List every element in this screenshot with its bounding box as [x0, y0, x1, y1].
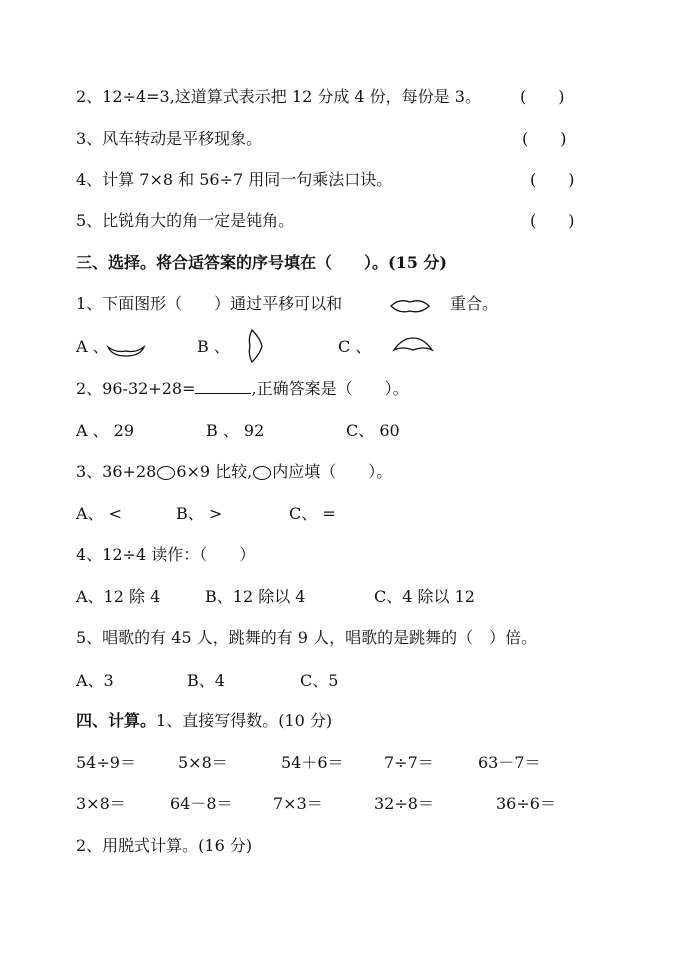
choice-q3-part1: 3、36+28 — [76, 462, 157, 481]
answer-blank — [195, 375, 251, 394]
judge-q5-paren: ( ) — [530, 211, 575, 230]
choice-q2-option-a: A 、 29 — [76, 421, 135, 440]
calc-item: 54÷9＝ — [76, 753, 136, 772]
section4-heading — [76, 708, 332, 734]
judge-q3-paren: ( ) — [522, 129, 567, 148]
option-b-shape-icon — [244, 328, 266, 364]
choice-q5-option-c: C、5 — [300, 671, 339, 690]
calc-item: 7×3＝ — [273, 794, 323, 813]
choice-q1-text: 1、下面图形（ ）通过平移可以和 — [76, 294, 343, 313]
choice-q4: 4、12÷4 读作：（ ） — [76, 545, 256, 564]
calc-item: 7÷7＝ — [384, 753, 434, 772]
judge-q2: 2、12÷4=3,这道算式表示把 12 分成 4 份，每份是 3。 — [76, 87, 481, 106]
option-c-shape-icon — [392, 334, 434, 356]
calc-item: 5×8＝ — [178, 753, 228, 772]
calc-item: 32÷8＝ — [374, 794, 434, 813]
choice-q3-option-c: C、 = — [289, 504, 336, 523]
target-cloud-shape-icon — [389, 296, 431, 316]
choice-q1-after: 重合。 — [450, 294, 499, 313]
calc-item: 63－7＝ — [478, 753, 541, 772]
calc-item: 64－8＝ — [170, 794, 233, 813]
choice-q3-part3: 内应填（ ）。 — [272, 462, 393, 481]
judge-q3: 3、风车转动是平移现象。 — [76, 129, 263, 148]
choice-q5: 5、唱歌的有 45 人，跳舞的有 9 人，唱歌的是跳舞的（ ）倍。 — [76, 628, 538, 647]
judge-q2-paren: ( ) — [520, 87, 565, 106]
judge-q4: 4、计算 7×8 和 56÷7 用同一句乘法口诀。 — [76, 170, 393, 189]
choice-q5-option-a: A、3 — [76, 671, 114, 690]
choice-q4-option-b: B、12 除以 4 — [205, 587, 306, 606]
choice-q3-part2: 6×9 比较, — [176, 462, 253, 481]
option-a-shape-icon — [106, 339, 146, 359]
choice-q1-option-a: A 、 — [76, 337, 109, 356]
calc-item: 36÷6＝ — [496, 794, 556, 813]
choice-q1-option-b: B 、 — [197, 337, 230, 356]
calc-item: 3×8＝ — [76, 794, 126, 813]
choice-q3-option-b: B、 > — [176, 504, 223, 523]
choice-q5-option-b: B、4 — [187, 671, 225, 690]
choice-q3 — [76, 459, 392, 485]
choice-q1-option-c: C 、 — [338, 337, 372, 356]
section4-title: 四、计算。 — [76, 711, 157, 730]
calc-item: 54＋6＝ — [281, 753, 344, 772]
section3-title: 三、选择。将合适答案的序号填在（ ）。(15 分) — [76, 253, 447, 272]
choice-q2-after: ,正确答案是（ ）。 — [251, 379, 409, 398]
choice-q2-option-c: C、 60 — [346, 421, 400, 440]
choice-q2 — [76, 375, 409, 401]
choice-q2-expr: 2、96-32+28= — [76, 379, 196, 398]
section4-subtitle: 1、直接写得数。(10 分) — [156, 711, 333, 730]
choice-q4-option-c: C、4 除以 12 — [374, 587, 475, 606]
judge-q5: 5、比锐角大的角一定是钝角。 — [76, 211, 295, 230]
section4-q2: 2、用脱式计算。(16 分) — [76, 836, 253, 855]
compare-circle-icon — [253, 466, 271, 480]
choice-q4-option-a: A、12 除 4 — [76, 587, 161, 606]
choice-q3-option-a: A、 < — [76, 504, 123, 523]
judge-q4-paren: ( ) — [530, 170, 575, 189]
choice-q2-option-b: B 、 92 — [206, 421, 265, 440]
compare-circle-icon — [157, 466, 175, 480]
